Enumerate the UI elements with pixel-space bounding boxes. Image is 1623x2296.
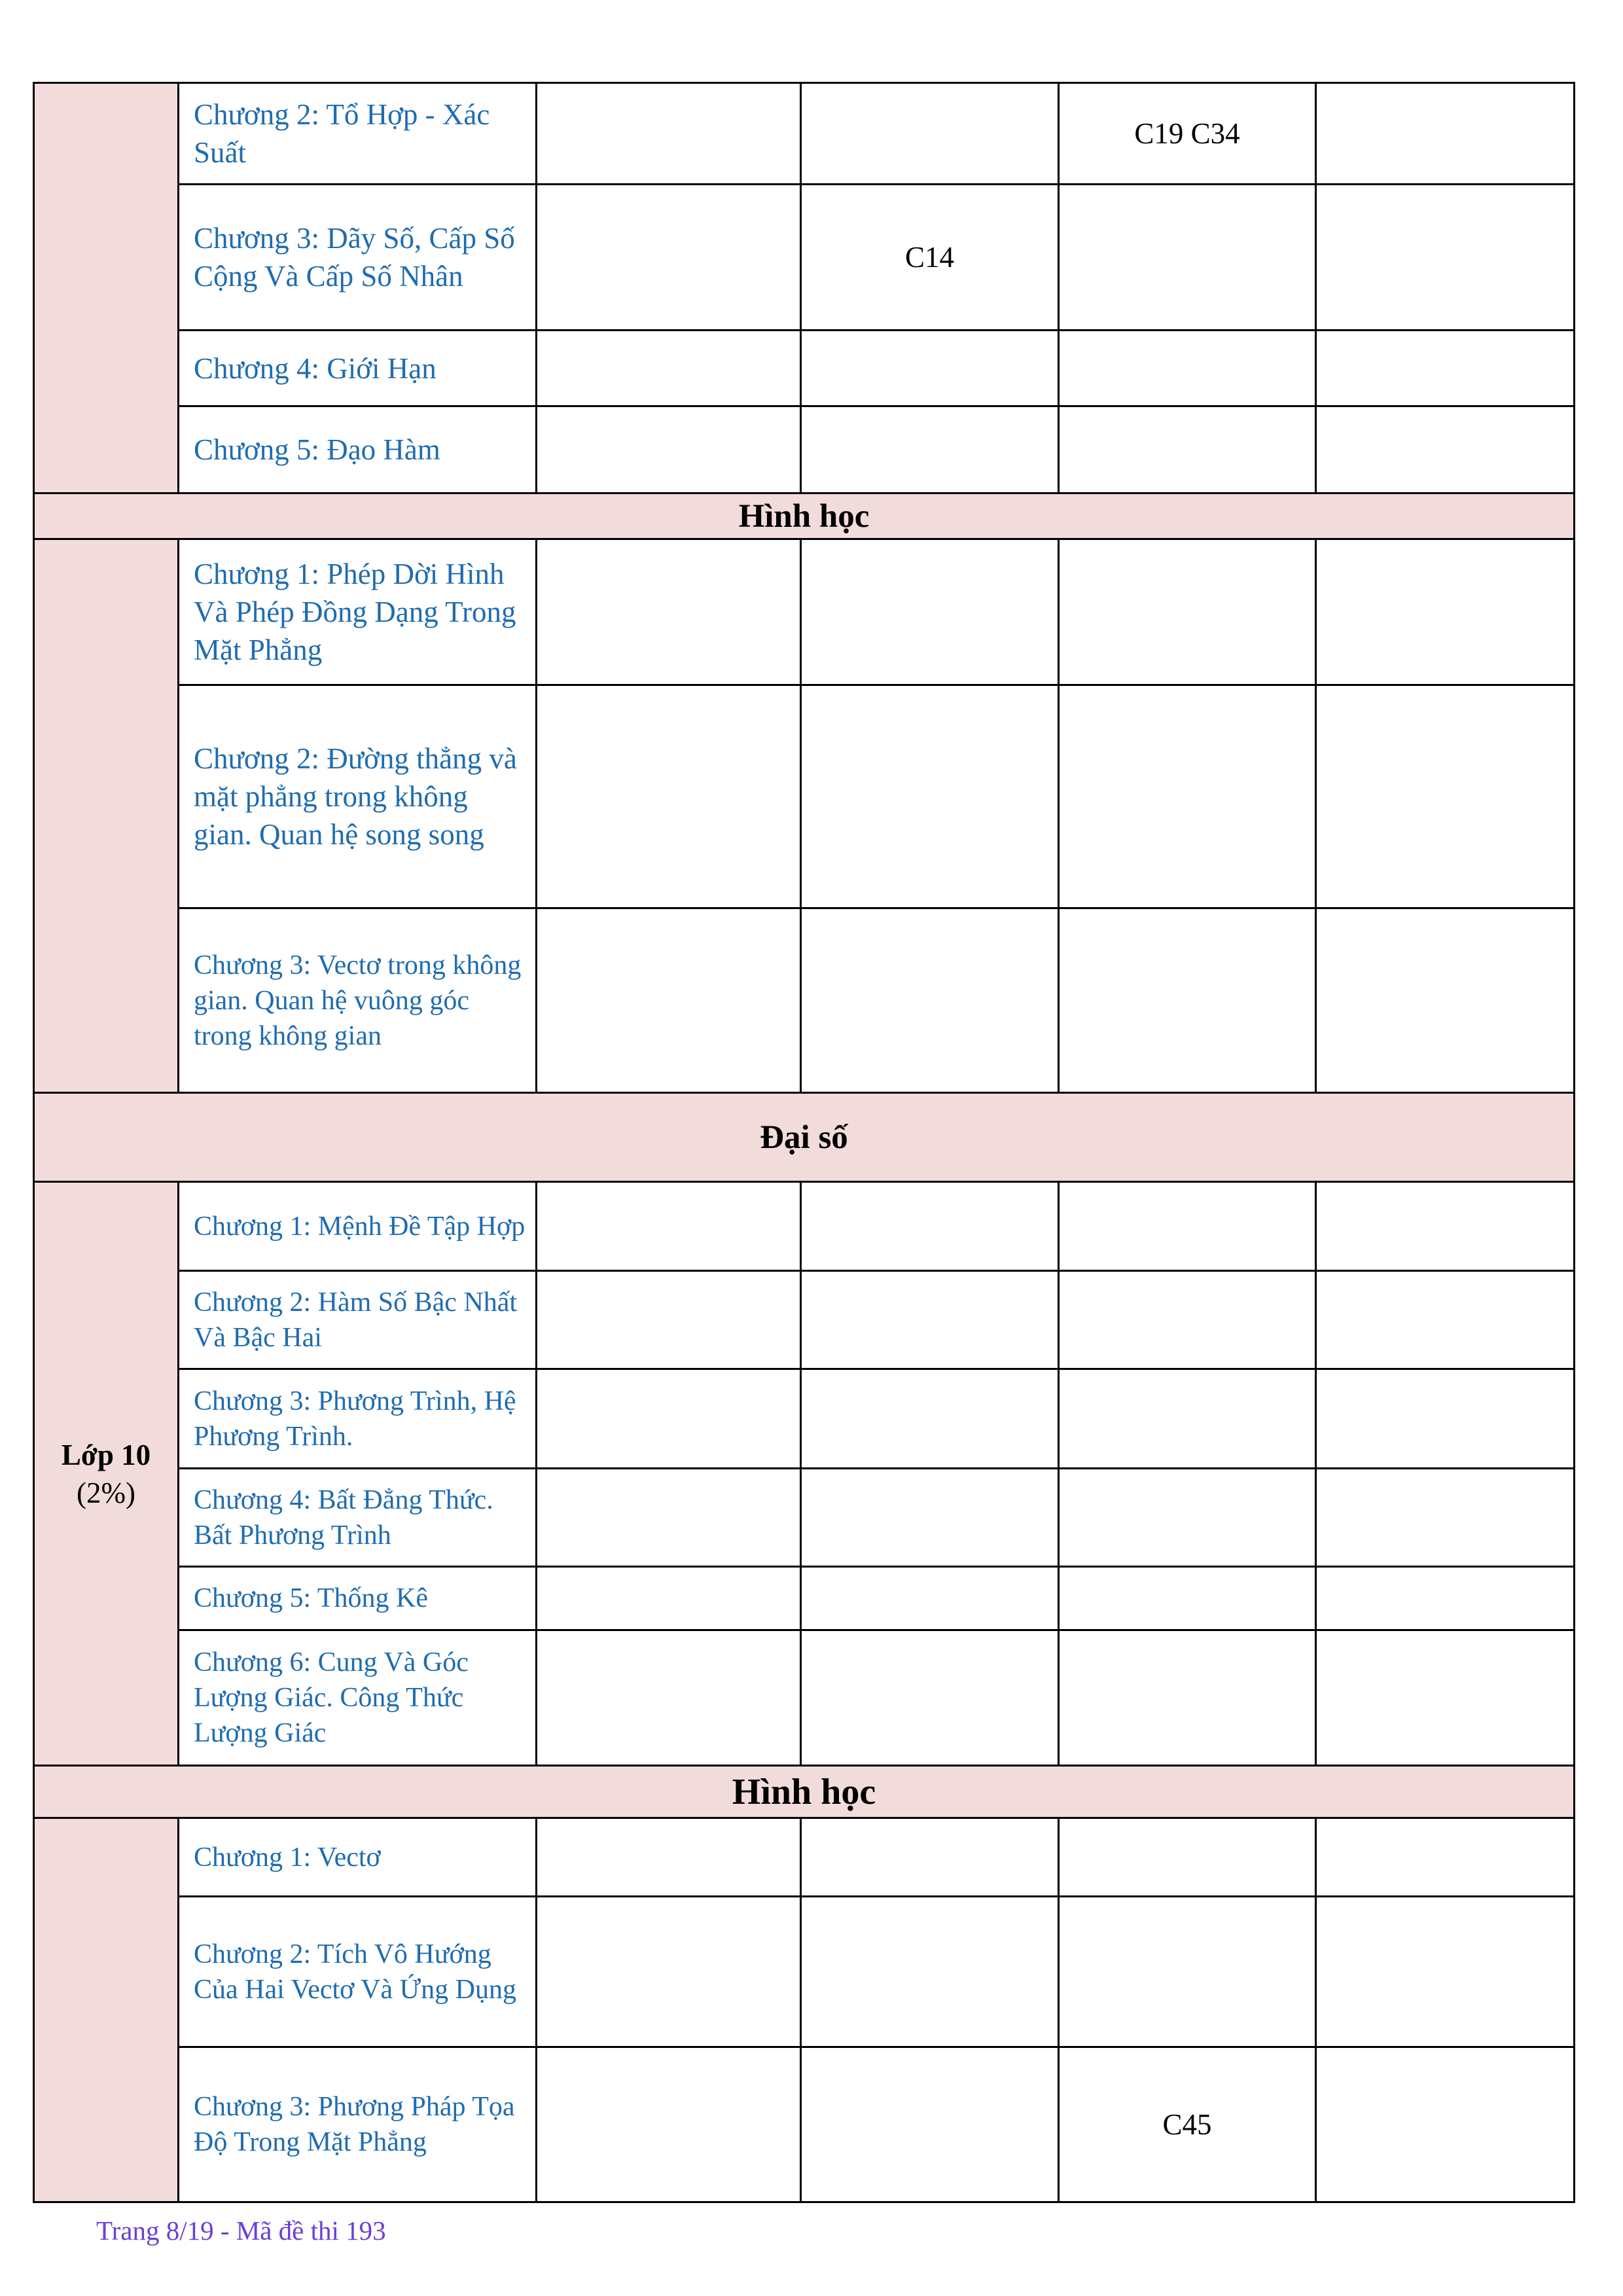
table-row bbox=[34, 1818, 1575, 1897]
grade-11-geometry-cell bbox=[34, 539, 179, 1093]
cell-empty bbox=[1316, 1182, 1575, 1271]
section-heading-geometry-11: Hình học bbox=[34, 493, 1575, 539]
table-row bbox=[34, 1469, 1575, 1567]
cell-empty bbox=[537, 1271, 801, 1369]
cell-empty bbox=[1059, 685, 1316, 908]
grade-label: Lớp 10 bbox=[61, 1438, 151, 1471]
cell-empty bbox=[537, 685, 801, 908]
cell-empty bbox=[537, 83, 801, 185]
chapter-label: Chương 3: Phương Trình, Hệ Phương Trình. bbox=[179, 1369, 537, 1469]
cell-empty bbox=[1059, 1182, 1316, 1271]
table-row bbox=[34, 1369, 1575, 1469]
cell-empty bbox=[801, 1567, 1059, 1630]
table-row bbox=[34, 1630, 1575, 1766]
cell-empty bbox=[801, 685, 1059, 908]
cell-empty bbox=[1059, 1469, 1316, 1567]
cell-empty bbox=[1316, 539, 1575, 685]
cell-empty bbox=[1316, 1271, 1575, 1369]
cell-empty bbox=[537, 1818, 801, 1897]
table-row bbox=[34, 406, 1575, 493]
question-codes: C14 bbox=[801, 185, 1059, 331]
section-heading-algebra-10: Đại số bbox=[34, 1093, 1575, 1182]
table-row bbox=[34, 1271, 1575, 1369]
cell-empty bbox=[801, 1271, 1059, 1369]
cell-empty bbox=[537, 1469, 801, 1567]
cell-empty bbox=[1059, 406, 1316, 493]
cell-empty bbox=[537, 908, 801, 1093]
cell-empty bbox=[801, 1182, 1059, 1271]
chapter-label: Chương 3: Vectơ trong không gian. Quan hệ vuông góc trong không gian bbox=[179, 908, 537, 1093]
cell-empty bbox=[537, 1630, 801, 1766]
table-row bbox=[34, 185, 1575, 331]
cell-empty bbox=[1316, 1630, 1575, 1766]
question-codes: C45 bbox=[1059, 2047, 1316, 2202]
grade-10-cell bbox=[34, 1182, 179, 1766]
section-row bbox=[34, 1766, 1575, 1818]
grade-percent: (2%) bbox=[77, 1476, 135, 1509]
cell-empty bbox=[1316, 1469, 1575, 1567]
chapter-label: Chương 4: Bất Đẳng Thức. Bất Phương Trình bbox=[179, 1469, 537, 1567]
cell-empty bbox=[1059, 1897, 1316, 2047]
chapter-label: Chương 1: Vectơ bbox=[179, 1818, 537, 1897]
cell-empty bbox=[801, 539, 1059, 685]
table-row bbox=[34, 2047, 1575, 2202]
cell-empty bbox=[801, 83, 1059, 185]
cell-empty bbox=[801, 1818, 1059, 1897]
table-row bbox=[34, 331, 1575, 406]
cell-empty bbox=[801, 2047, 1059, 2202]
cell-empty bbox=[1059, 908, 1316, 1093]
cell-empty bbox=[1316, 83, 1575, 185]
cell-empty bbox=[1059, 1369, 1316, 1469]
cell-empty bbox=[801, 1630, 1059, 1766]
cell-empty bbox=[537, 406, 801, 493]
cell-empty bbox=[1059, 1567, 1316, 1630]
cell-empty bbox=[1316, 2047, 1575, 2202]
chapter-label: Chương 3: Dãy Số, Cấp Số Cộng Và Cấp Số Nhân bbox=[179, 185, 537, 331]
section-row bbox=[34, 1093, 1575, 1182]
table-row bbox=[34, 908, 1575, 1093]
cell-empty bbox=[1316, 185, 1575, 331]
cell-empty bbox=[1316, 1818, 1575, 1897]
cell-empty bbox=[801, 908, 1059, 1093]
cell-empty bbox=[537, 2047, 801, 2202]
cell-empty bbox=[1059, 331, 1316, 406]
grade-10-geometry-cell bbox=[34, 1818, 179, 2202]
section-row bbox=[34, 493, 1575, 539]
cell-empty bbox=[537, 1897, 801, 2047]
cell-empty bbox=[1316, 1567, 1575, 1630]
page-footer: Trang 8/19 - Mã đề thi 193 bbox=[96, 2215, 386, 2246]
cell-empty bbox=[801, 331, 1059, 406]
cell-empty bbox=[537, 539, 801, 685]
cell-empty bbox=[1059, 185, 1316, 331]
cell-empty bbox=[1316, 331, 1575, 406]
chapter-label: Chương 1: Phép Dời Hình Và Phép Đồng Dạng Trong Mặt Phẳng bbox=[179, 539, 537, 685]
cell-empty bbox=[1316, 1369, 1575, 1469]
chapter-label: Chương 2: Tích Vô Hướng Của Hai Vectơ Và Ứng Dụng bbox=[179, 1897, 537, 2047]
grade-11-algebra-cell bbox=[34, 83, 179, 493]
section-heading-geometry-10: Hình học bbox=[34, 1766, 1575, 1818]
table-row bbox=[34, 83, 1575, 185]
cell-empty bbox=[801, 1469, 1059, 1567]
chapter-label: Chương 2: Hàm Số Bậc Nhất Và Bậc Hai bbox=[179, 1271, 537, 1369]
cell-empty bbox=[1316, 406, 1575, 493]
cell-empty bbox=[1059, 1818, 1316, 1897]
cell-empty bbox=[801, 1897, 1059, 2047]
chapter-label: Chương 5: Thống Kê bbox=[179, 1567, 537, 1630]
table-row bbox=[34, 1182, 1575, 1271]
cell-empty bbox=[537, 1182, 801, 1271]
table-row bbox=[34, 1567, 1575, 1630]
chapter-label: Chương 1: Mệnh Đề Tập Hợp bbox=[179, 1182, 537, 1271]
question-codes: C19 C34 bbox=[1059, 83, 1316, 185]
cell-empty bbox=[1059, 539, 1316, 685]
cell-empty bbox=[801, 406, 1059, 493]
cell-empty bbox=[1316, 1897, 1575, 2047]
cell-empty bbox=[1316, 908, 1575, 1093]
cell-empty bbox=[537, 1369, 801, 1469]
chapter-label: Chương 2: Đường thẳng và mặt phẳng trong không gian. Quan hệ song song bbox=[179, 685, 537, 908]
cell-empty bbox=[537, 1567, 801, 1630]
cell-empty bbox=[1316, 685, 1575, 908]
chapter-label: Chương 4: Giới Hạn bbox=[179, 331, 537, 406]
chapter-label: Chương 6: Cung Và Góc Lượng Giác. Công Thức Lượng Giác bbox=[179, 1630, 537, 1766]
table-row bbox=[34, 685, 1575, 908]
cell-empty bbox=[537, 185, 801, 331]
cell-empty bbox=[801, 1369, 1059, 1469]
chapter-label: Chương 2: Tổ Hợp - Xác Suất bbox=[179, 83, 537, 185]
question-matrix-table bbox=[33, 82, 1575, 2203]
table-row bbox=[34, 539, 1575, 685]
chapter-label: Chương 5: Đạo Hàm bbox=[179, 406, 537, 493]
table-row bbox=[34, 1897, 1575, 2047]
cell-empty bbox=[1059, 1630, 1316, 1766]
cell-empty bbox=[1059, 1271, 1316, 1369]
cell-empty bbox=[537, 331, 801, 406]
chapter-label: Chương 3: Phương Pháp Tọa Độ Trong Mặt Phẳng bbox=[179, 2047, 537, 2202]
